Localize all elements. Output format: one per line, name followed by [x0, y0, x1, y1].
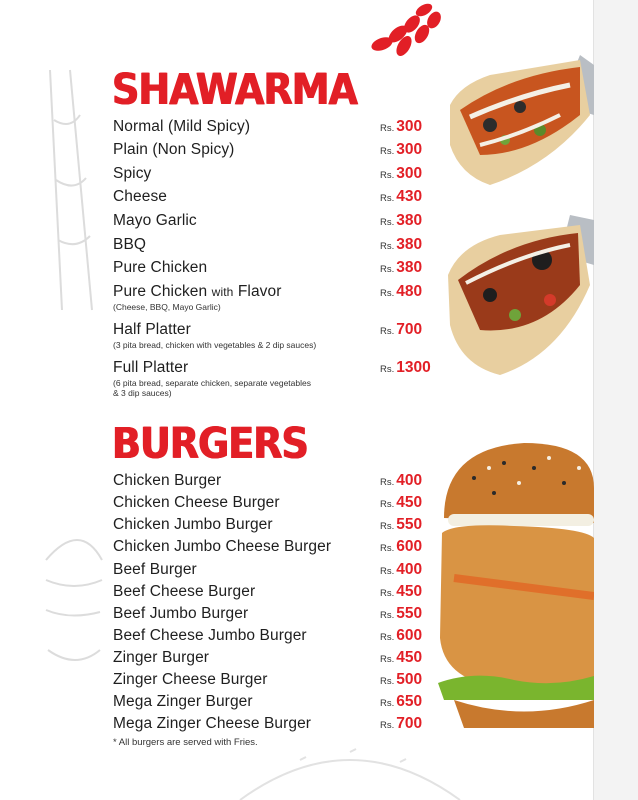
currency-label: Rs. [380, 326, 395, 337]
currency-label: Rs. [380, 241, 395, 252]
sketch-burger-bottom-icon [230, 730, 470, 800]
item-price [380, 715, 422, 735]
price-amount: 300 [396, 165, 423, 182]
leaf-decoration-icon [360, 0, 450, 58]
page-edge-line [593, 0, 594, 800]
page-edge [594, 0, 638, 800]
item-name: Half Platter [113, 321, 191, 338]
item-price [380, 561, 422, 581]
shawarma-wrap-photo-2 [430, 205, 594, 380]
currency-label: Rs. [380, 566, 395, 577]
item-name: Spicy [113, 165, 152, 182]
price-amount: 300 [396, 141, 423, 158]
item-note: (6 pita bread, separate chicken, separate vegetables & 3 dip sauces) [113, 378, 311, 398]
currency-label: Rs. [380, 477, 395, 488]
price-amount: 500 [396, 671, 423, 688]
price-amount: 400 [396, 472, 423, 489]
item-price [380, 671, 422, 691]
price-amount: 450 [396, 649, 423, 666]
currency-label: Rs. [380, 521, 395, 532]
item-price [380, 627, 422, 647]
price-amount: 550 [396, 605, 423, 622]
item-name: Beef Cheese Jumbo Burger [113, 627, 307, 644]
item-price [380, 141, 422, 161]
shawarma-wrap-photo [430, 45, 594, 195]
item-name: Chicken Jumbo Burger [113, 516, 273, 533]
currency-label: Rs. [380, 720, 395, 731]
currency-label: Rs. [380, 170, 395, 181]
price-amount: 400 [396, 561, 423, 578]
item-price [380, 212, 422, 232]
item-name: Beef Jumbo Burger [113, 605, 249, 622]
item-name: Beef Burger [113, 561, 197, 578]
item-name: Plain (Non Spicy) [113, 141, 235, 158]
zinger-burger-photo [434, 438, 594, 728]
item-name: Cheese [113, 188, 168, 205]
price-amount: 300 [396, 118, 423, 135]
item-price [380, 649, 422, 669]
currency-label: Rs. [380, 193, 395, 204]
price-amount: 650 [396, 693, 423, 710]
currency-label: Rs. [380, 123, 395, 134]
item-name: Chicken Cheese Burger [113, 494, 280, 511]
item-name: Full Platter [113, 359, 189, 376]
item-price [380, 583, 422, 603]
price-amount: 480 [396, 283, 423, 300]
price-amount: 380 [396, 212, 423, 229]
price-amount: 700 [396, 321, 423, 338]
item-name-with: with [211, 285, 234, 299]
currency-label: Rs. [380, 698, 395, 709]
item-name: Chicken Burger [113, 472, 222, 489]
item-price [380, 236, 422, 256]
currency-label: Rs. [380, 654, 395, 665]
currency-label: Rs. [380, 499, 395, 510]
item-note: (Cheese, BBQ, Mayo Garlic) [113, 302, 221, 312]
price-amount: 600 [396, 538, 423, 555]
item-name-end: Flavor [237, 283, 282, 300]
item-price [380, 118, 422, 138]
price-amount: 430 [396, 188, 423, 205]
item-name: Mega Zinger Burger [113, 693, 253, 710]
currency-label: Rs. [380, 588, 395, 599]
item-price [380, 538, 422, 558]
price-amount: 700 [396, 715, 423, 732]
item-name: BBQ [113, 236, 147, 253]
item-name: Zinger Cheese Burger [113, 671, 268, 688]
fries-footnote: * All burgers are served with Fries. [113, 737, 258, 748]
item-price [380, 472, 422, 492]
item-name: Mayo Garlic [113, 212, 197, 229]
item-name: Zinger Burger [113, 649, 210, 666]
sketch-outline-left-icon [40, 60, 110, 320]
currency-label: Rs. [380, 264, 395, 275]
currency-label: Rs. [380, 610, 395, 621]
currency-label: Rs. [380, 364, 395, 375]
item-name: Mega Zinger Cheese Burger [113, 715, 312, 732]
price-amount: 600 [396, 627, 423, 644]
item-price [380, 693, 422, 713]
item-price [380, 259, 422, 279]
item-price [380, 359, 431, 379]
item-price [380, 321, 422, 341]
price-amount: 550 [396, 516, 423, 533]
price-amount: 380 [396, 236, 423, 253]
item-name: Pure Chicken [113, 259, 208, 276]
sketch-burger-left-icon [40, 520, 110, 700]
item-name: Chicken Jumbo Cheese Burger [113, 538, 332, 555]
currency-label: Rs. [380, 676, 395, 687]
item-price [380, 283, 422, 303]
currency-label: Rs. [380, 632, 395, 643]
price-amount: 380 [396, 259, 423, 276]
item-name: Beef Cheese Burger [113, 583, 256, 600]
currency-label: Rs. [380, 288, 395, 299]
item-price [380, 165, 422, 185]
price-amount: 450 [396, 583, 423, 600]
item-price [380, 494, 422, 514]
currency-label: Rs. [380, 217, 395, 228]
shawarma-section-title: SHAWARMA [112, 64, 357, 114]
price-amount: 1300 [396, 359, 431, 376]
item-name: Normal (Mild Spicy) [113, 118, 251, 135]
item-name-text: Pure Chicken [113, 283, 208, 300]
item-note: (3 pita bread, chicken with vegetables & 2 dip sauces) [113, 340, 317, 350]
currency-label: Rs. [380, 543, 395, 554]
item-price [380, 516, 422, 536]
price-amount: 450 [396, 494, 423, 511]
currency-label: Rs. [380, 146, 395, 157]
item-price [380, 605, 422, 625]
item-price [380, 188, 422, 208]
burgers-section-title: BURGERS [112, 418, 308, 468]
